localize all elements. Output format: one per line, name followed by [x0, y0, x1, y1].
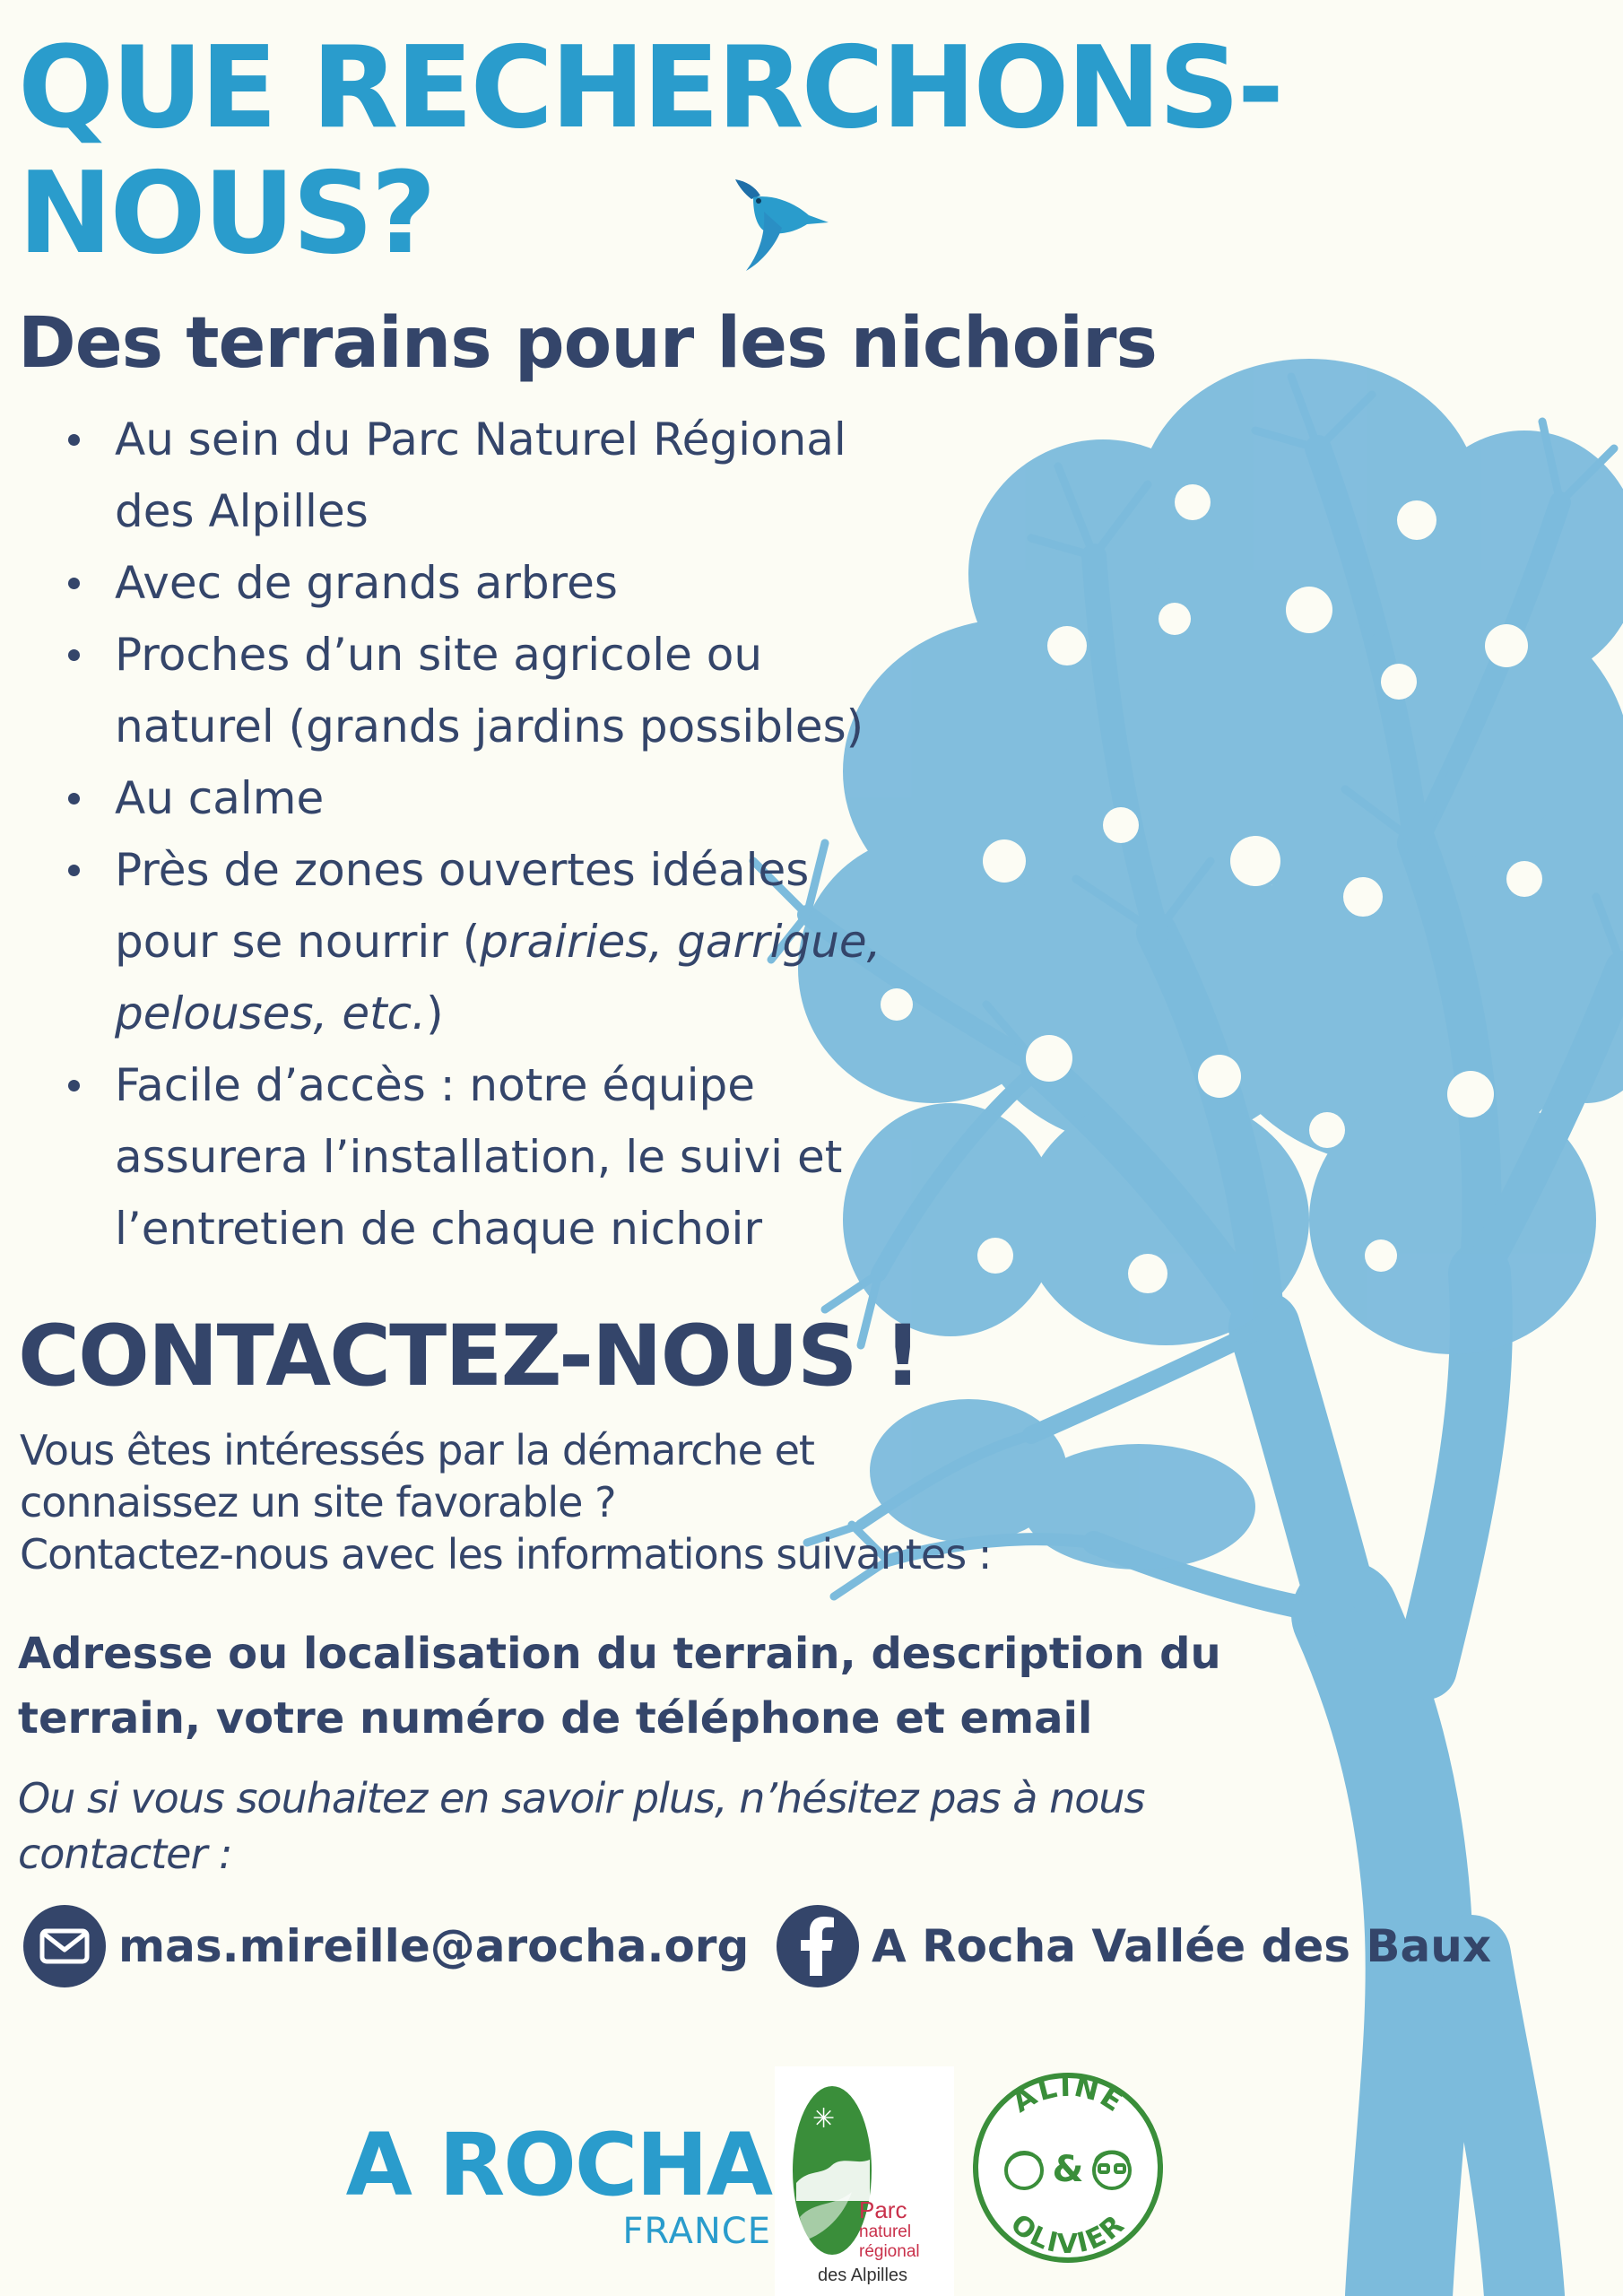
svg-text:✳: ✳ — [812, 2103, 836, 2135]
arocha-france-logo — [341, 2115, 771, 2252]
contact-intro-line: connaissez un site favorable ? — [20, 1478, 616, 1526]
criteria-item-trees — [61, 547, 940, 619]
contact-intro-line: Vous êtes intéressés par la démarche et — [20, 1426, 814, 1474]
more-info-text: Ou si vous souhaitez en savoir plus, n’hésitez pas à nous contacter : — [18, 1774, 1145, 1878]
email-address: mas.mireille@arocha.org — [118, 1920, 750, 1972]
park-alpilles-logo — [775, 2066, 954, 2296]
criteria-item-agricultural-site — [61, 619, 940, 762]
park-logo-line: des Alpilles — [818, 2266, 908, 2285]
facebook-icon — [777, 1905, 859, 1987]
title-line-2: NOUS? — [18, 147, 434, 279]
section-subtitle: Des terrains pour les nichoirs — [18, 303, 1157, 384]
criteria-item-text: Facile d’accès : notre équipe — [115, 1059, 756, 1111]
criteria-item-text: assurera l’installation, le suivi et — [115, 1131, 843, 1183]
contact-intro-line: Contactez-nous avec les informations suivantes : — [20, 1530, 992, 1578]
criteria-item-calm — [61, 762, 940, 834]
criteria-item-open-areas — [61, 834, 940, 1049]
criteria-item-text: naturel (grands jardins possibles) — [115, 700, 864, 752]
page-title — [18, 22, 1281, 279]
title-line-1: QUE RECHERCHONS- — [18, 22, 1281, 153]
aline-logo-word-bottom: OLIVIER — [1004, 2208, 1132, 2261]
criteria-item-text: Avec de grands arbres — [115, 557, 618, 609]
criteria-item-text: Près de zones ouvertes idéales — [115, 844, 810, 896]
criteria-item-text: Au sein du Parc Naturel Régional — [115, 413, 846, 465]
facebook-page-name: A Rocha Vallée des Baux — [872, 1920, 1492, 1972]
email-link[interactable] — [23, 1905, 749, 1987]
criteria-item-italic-text: prairies, garrigue, — [480, 916, 881, 968]
criteria-item-text: ) — [426, 987, 444, 1039]
arocha-logo-country: FRANCE — [622, 2211, 771, 2252]
aline-logo-word-top: ALINE — [1005, 2072, 1131, 2120]
contact-heading: CONTACTEZ-NOUS ! — [18, 1308, 921, 1405]
criteria-item-park — [61, 404, 940, 547]
aline-logo-ampersand: & — [1052, 2149, 1084, 2190]
criteria-item-text: l’entretien de chaque nichoir — [115, 1203, 762, 1255]
park-logo-text — [818, 2196, 954, 2285]
facebook-link[interactable] — [777, 1905, 1491, 1987]
criteria-item-text: Proches d’un site agricole ou — [115, 629, 763, 681]
contact-intro — [20, 1424, 1150, 1580]
criteria-item-text: Au calme — [115, 772, 325, 824]
criteria-item-easy-access — [61, 1049, 940, 1265]
required-information: Adresse ou localisation du terrain, description du terrain, votre numéro de téléphone et email — [18, 1629, 1221, 1744]
envelope-icon — [23, 1905, 106, 1987]
park-logo-line: naturel — [859, 2222, 912, 2241]
criteria-item-text: pour se nourrir ( — [115, 916, 481, 968]
criteria-item-text: des Alpilles — [115, 485, 369, 537]
park-logo-line: régional — [859, 2242, 920, 2261]
park-logo-line: Parc — [859, 2196, 907, 2223]
arocha-logo-name: A ROCHA — [345, 2115, 771, 2215]
criteria-item-italic-text: pelouses, etc. — [115, 987, 427, 1039]
aline-olivier-logo — [972, 2072, 1164, 2264]
criteria-list — [61, 404, 940, 1265]
